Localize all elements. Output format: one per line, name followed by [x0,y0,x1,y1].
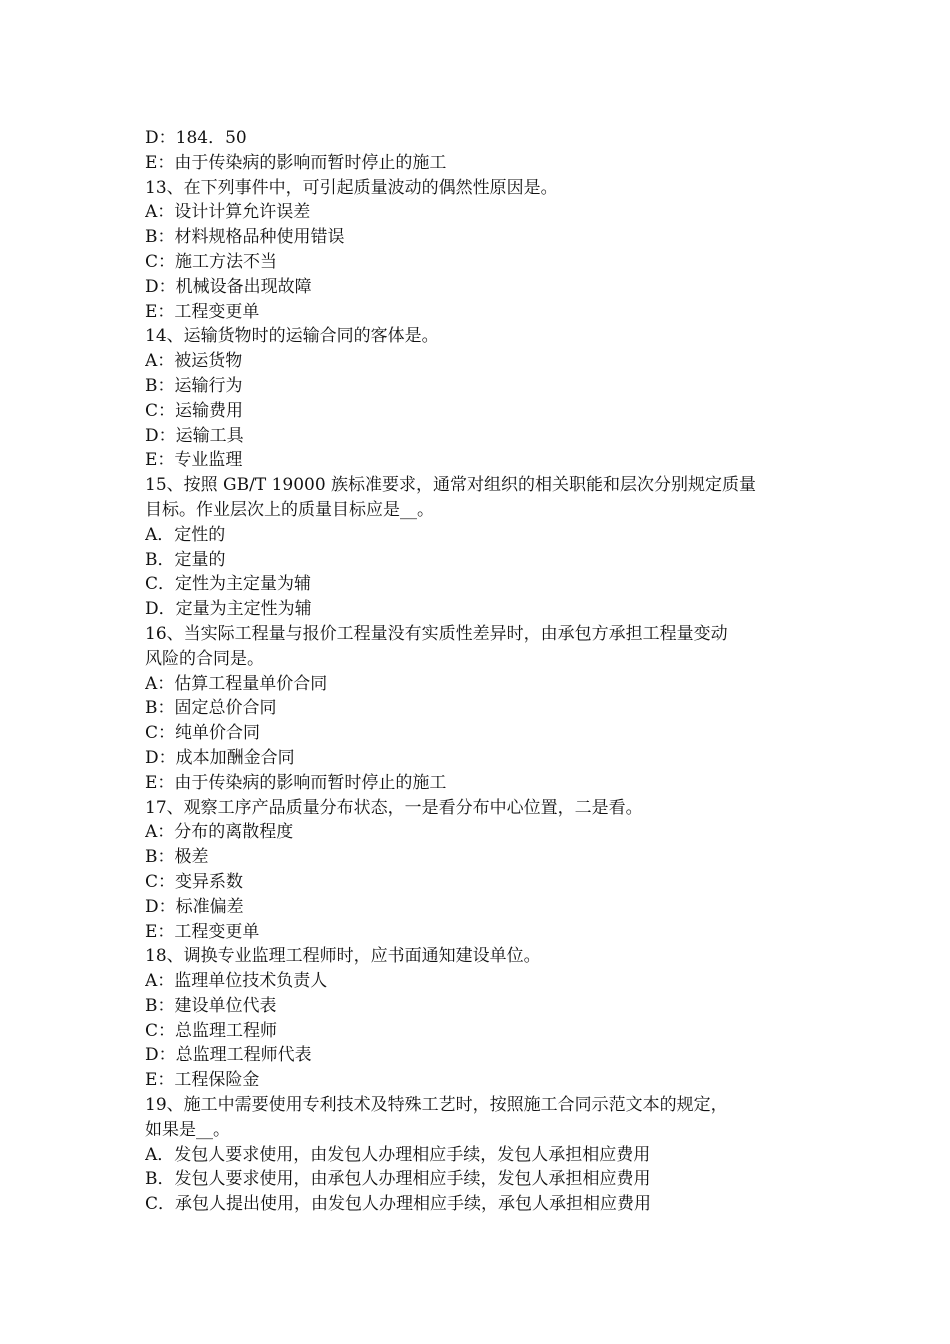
document-line: D：184．50 [145,128,247,148]
document-line: B：固定总价合同 [145,698,277,719]
document-line: D．定量为主定性为辅 [145,599,312,620]
document-line: C：总监理工程师 [145,1020,278,1041]
document-line: D：总监理工程师代表 [145,1045,312,1066]
document-line: E：工程变更单 [145,301,260,322]
document-line: A：监理单位技术负责人 [145,971,328,992]
document-line: B：运输行为 [145,375,243,396]
document-line: E：工程保险金 [145,1070,260,1091]
document-line: D：标准偏差 [145,896,244,917]
document-line: 16、当实际工程量与报价工程量没有实质性差异时，由承包方承担工程量变动 [145,623,728,644]
document-line: E：由于传染病的影响而暂时停止的施工 [145,772,447,793]
document-line: C：变异系数 [145,871,244,892]
document-line: B：材料规格品种使用错误 [145,227,345,248]
document-line: 目标。作业层次上的质量目标应是__。 [145,499,434,520]
document-line: B：建设单位代表 [145,995,277,1016]
document-line: A：估算工程量单价合同 [145,673,328,694]
document-line: 13、在下列事件中，可引起质量波动的偶然性原因是。 [145,177,558,198]
document-line: C．承包人提出使用，由发包人办理相应手续，承包人承担相应费用 [145,1194,652,1215]
document-line: 19、施工中需要使用专利技术及特殊工艺时，按照施工合同示范文本的规定， [145,1095,728,1116]
document-line: D：运输工具 [145,425,244,446]
document-line: D：成本加酬金合同 [145,747,295,768]
document-line: 如果是__。 [145,1119,230,1140]
document-line: 风险的合同是。 [145,648,264,669]
document-line: C：运输费用 [145,400,244,421]
document-line: B．发包人要求使用，由承包人办理相应手续，发包人承担相应费用 [145,1169,651,1190]
document-line: 14、运输货物时的运输合同的客体是。 [145,326,439,347]
document-line: 15、按照 GB/T 19000 族标准要求，通常对组织的相关职能和层次分别规定质量 [145,475,757,496]
document-body [145,126,815,1217]
document-line: B．定量的 [145,549,226,570]
document-line: A．定性的 [145,524,226,545]
document-line: 18、调换专业监理工程师时，应书面通知建设单位。 [145,946,541,967]
document-line: A：设计计算允许误差 [145,202,311,223]
document-line: C：纯单价合同 [145,723,261,744]
document-line: A：分布的离散程度 [145,822,294,843]
document-line: E：由于传染病的影响而暂时停止的施工 [145,152,447,173]
document-line: E：工程变更单 [145,921,260,942]
document-line: A：被运货物 [145,351,243,372]
document-line: E：专业监理 [145,450,243,471]
document-line: C．定性为主定量为辅 [145,574,312,595]
document-line: C：施工方法不当 [145,251,278,272]
document-line: 17、观察工序产品质量分布状态，一是看分布中心位置，二是看。 [145,797,643,818]
document-line: A．发包人要求使用，由发包人办理相应手续，发包人承担相应费用 [145,1144,651,1165]
document-line: D：机械设备出现故障 [145,276,312,297]
document-line: B：极差 [145,847,209,868]
